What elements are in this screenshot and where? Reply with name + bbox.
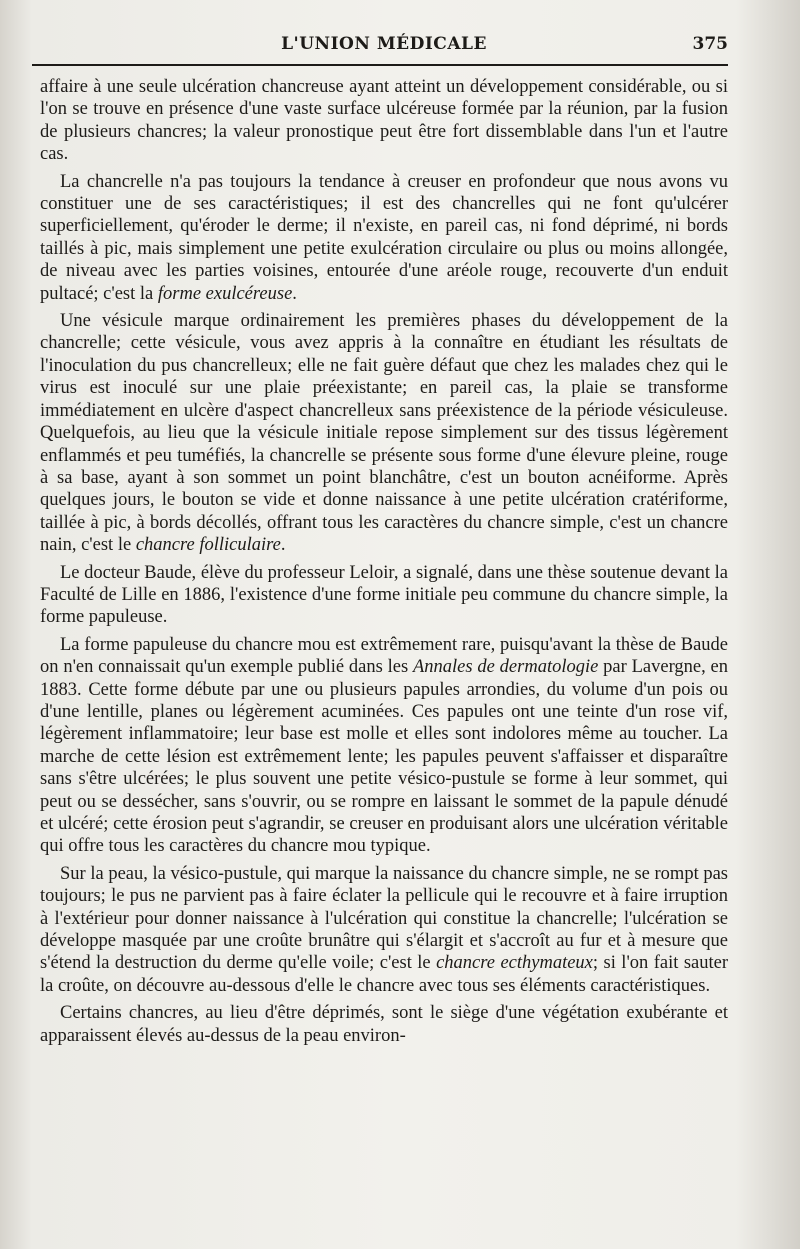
text-run: par Lavergne, en 1883. Cette forme débute par une ou plusieurs papules arrondies, du volume d'un pois ou d'une lentille, planes ou légèrement acuminées. Ces papules ont une teinte d'un rose vif, légèrement inflammatoire; leur base est molle et elles sont indolores même au toucher. La marche de cette lésion est extrêmement lente; les papules peuvent s'affaisser et disparaître sans s'être ulcérées; le plus souvent une petite vésico-pustule se forme à leur sommet, qui peut ou se dessécher, sans s'ouvrir, ou se rompre en laissant le sommet de la papule dénudé et ulcéré; cette érosion peut s'agrandir, se creuser en produisant alors une ulcération véritable qui offre tous les caractères du chancre mou typique.	[40, 657, 729, 857]
paragraph	[40, 310, 728, 556]
text-run: Une vésicule marque ordinairement les premières phases du développement de la chancrelle; cette vésicule, vous avez appris à la connaître en étudiant les résultats de l'inoculation du pus chancrelleux; elle ne fait guère défaut que chez les malades chez qui le virus est inoculé sur une plaie préexistante; en pareil cas, la plaie se transforme immédiatement en ulcère d'aspect chancrelleux sans préexistence de la période vésiculeuse. Quelquefois, au lieu que la vésicule initiale repose simplement sur des tissus légèrement enflammés et peu tuméfiés, la chancrelle se présente sous forme d'une élevure pleine, rouge à sa base, ayant à son sommet un point blanchâtre, c'est un bouton acnéiforme. Après quelques jours, le bouton se vide et donne naissance à une petite ulcération cratériforme, taillée à pic, à bords décollés, offrant tous les caractères du chancre simple, c'est un chancre nain, c'est le	[40, 311, 728, 556]
text-run: Le docteur Baude, élève du professeur Leloir, a signalé, dans une thèse soutenue devant la Faculté de Lille en 1886, l'existence d'une forme initiale peu commune du chancre simple, la forme papuleuse.	[40, 562, 728, 628]
text-run: .	[280, 535, 286, 556]
paragraph	[40, 562, 728, 629]
italic-term: chancre folliculaire	[135, 535, 281, 556]
text-run: Certains chancres, au lieu d'être déprimés, sont le siège d'une végétation exubérante et apparaissent élevés au-dessus de la peau environ-	[40, 1003, 728, 1046]
italic-term: Annales de dermatologie	[412, 657, 599, 678]
italic-term: chancre ecthymateux	[436, 953, 593, 974]
text-run: La forme papuleuse du chancre mou est extrêmement rare, puisqu'avant la thèse de Baude on n'en connaissait qu'un exemple publié dans les	[40, 634, 728, 678]
body-text	[40, 76, 728, 1052]
paragraph	[40, 171, 728, 305]
italic-term: forme exulcéreuse	[157, 283, 293, 304]
header-rule	[32, 64, 728, 66]
page-header	[40, 30, 728, 60]
page-number: 375	[692, 34, 728, 54]
text-run: affaire à une seule ulcération chancreuse ayant atteint un développement considérable, ou si l'on se trouve en présence d'une vaste surface ulcéreuse formée par la réunion, par la fusion de plusieurs chancres; la valeur pronostique peut être fort dissemblable dans l'un et l'autre cas.	[40, 77, 728, 165]
text-run: La chancrelle n'a pas toujours la tendance à creuser en profondeur que nous avons vu constituer une de ses caractéristiques; il est des chancrelles qui ne font qu'ulcérer superficiellement, qu'éroder le derme; il n'existe, en pareil cas, ni fond déprimé, ni bords taillés à pic, mais simplement une petite exulcération circulaire ou plus ou moins allongée, de niveau avec les parties voisines, entourée d'une aréole rouge, recouverte d'un enduit pultacé; c'est la	[40, 171, 728, 304]
text-run: Sur la peau, la vésico-pustule, qui marque la naissance du chancre simple, ne se rompt pas toujours; le pus ne parvient pas à faire éclater la pellicule qui le recouvre et à faire irruption à l'extérieur pour donner naissance à l'ulcération qui constitue la chancrelle; l'ulcération se développe masquée par une croûte brunâtre qui s'élargit et s'accroît au fur et à mesure que s'étend la destruction du derme qu'elle voile; c'est le	[40, 863, 728, 974]
paragraph	[40, 76, 728, 166]
paragraph	[40, 863, 728, 997]
paragraph	[40, 634, 728, 858]
paragraph	[40, 1002, 728, 1047]
running-title: L'UNION MÉDICALE	[281, 34, 487, 54]
text-run: .	[292, 283, 297, 304]
text-run: ; si l'on fait sauter la croûte, on découvre au-dessous d'elle le chancre avec tous ses éléments caractéristiques.	[40, 953, 729, 996]
